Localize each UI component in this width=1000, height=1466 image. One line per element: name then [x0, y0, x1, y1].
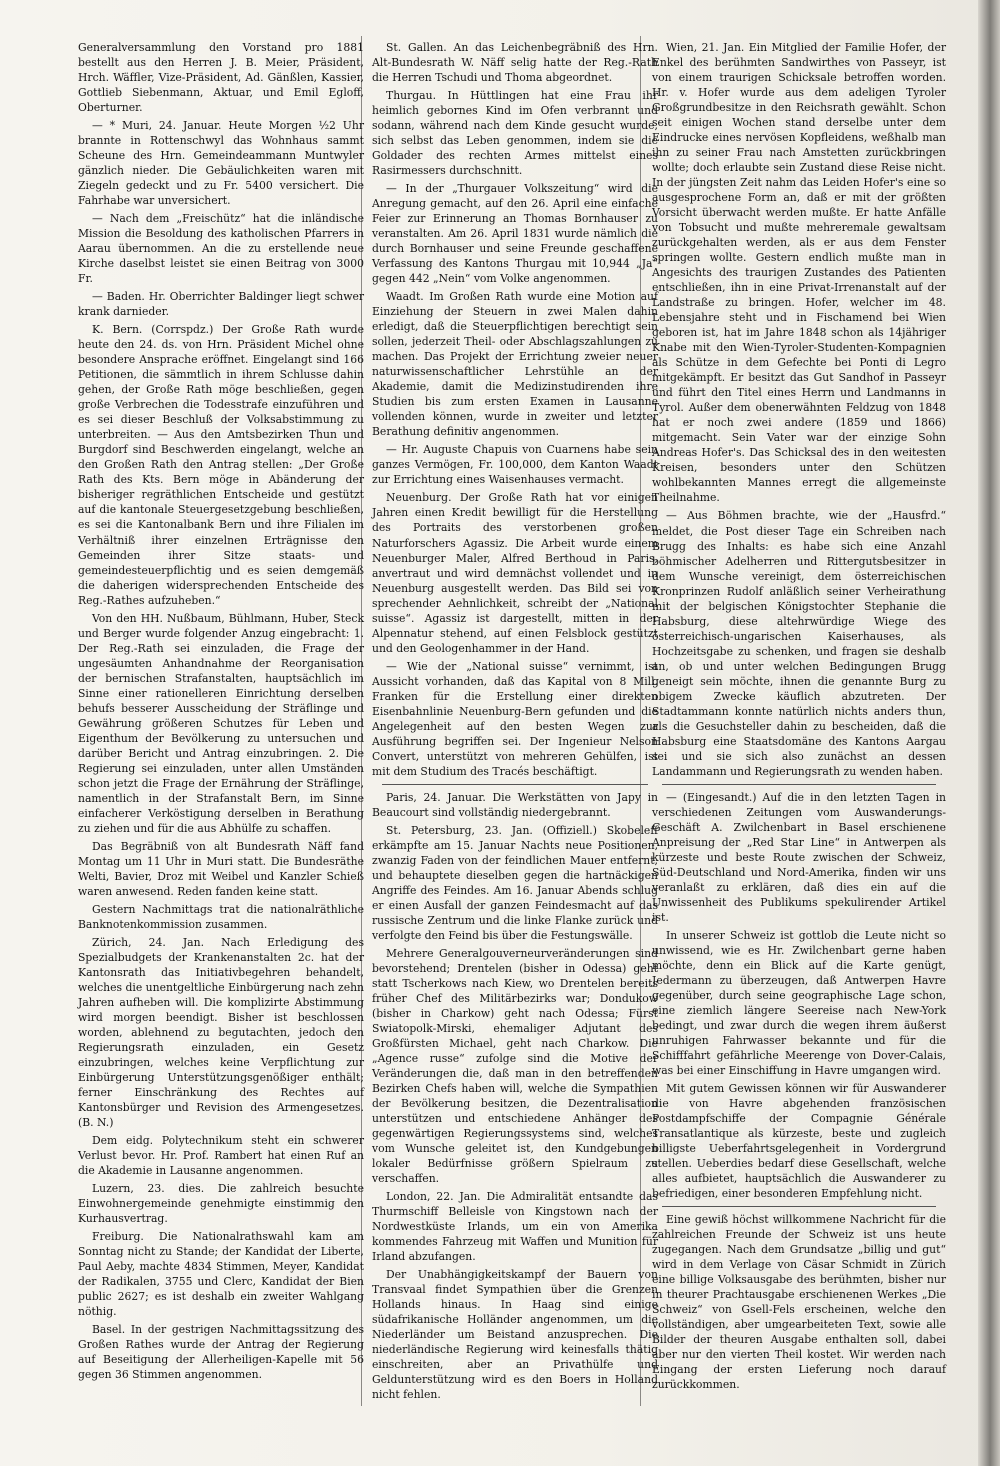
article-paragraph: — * Muri, 24. Januar. Heute Morgen ½2 Uhr brannte in Rottenschwyl das Wohnhaus sammt Scheune des Hrn. Gemeindeammann Muntwyler gänzlich nieder. Die Gebäulichkeiten waren mit Ziegeln gedeckt und zu Fr. 5400 versichert. Die Fahrhabe war unversichert.	[78, 119, 364, 208]
column-2	[372, 40, 658, 1405]
article-paragraph: K. Bern. (Corrspdz.) Der Große Rath wurde heute den 24. ds. von Hrn. Präsident Michel ohne besondere Ansprache eröffnet. Eingelangt sind 166 Petitionen, die sämmtlich in ihrem Schlusse dahin gehen, der Große Rath möge beschließen, gegen große Verbrechen die Todesstrafe einzuführen und es sei dieser Beschluß der Volksabstimmung zu unterbreiten. — Aus den Amtsbezirken Thun und Burgdorf sind Beschwerden eingelangt, welche an den Großen Rath den Antrag stellen: „Der Große Rath des Kts. Bern möge in Abänderung der bisheriger regräthlichen Entscheide und gestützt auf die kantonale Steuergesetzgebung beschließen, es sei die Kantonalbank Bern und ihre Filialen im Verhältniß ihrer einzelnen Erträgnisse den Gemeinden ihrer Sitze staats- und gemeindesteuerpflichtig und es seien demgemäß die daherigen widersprechenden Entscheide des Reg.-Rathes aufzuheben.“	[78, 323, 364, 607]
article-paragraph: Paris, 24. Januar. Die Werkstätten von Japy in Beaucourt sind vollständig niedergebrannt.	[372, 790, 658, 819]
article-paragraph: Thurgau. In Hüttlingen hat eine Frau ihr heimlich gebornes Kind im Ofen verbrannt und sodann, während nach dem Kinde gesucht wurde, sich selbst das Leben genommen, indem sie die Goldader des rechten Armes mittelst eines Rasirmessers durchschnitt.	[372, 89, 658, 178]
article-paragraph: — Hr. Auguste Chapuis von Cuarnens habe sein ganzes Vermögen, Fr. 100,000, dem Kanton Waadt zur Errichtung eines Waisenhauses vermacht.	[372, 443, 658, 487]
article-paragraph: Zürich, 24. Jan. Nach Erledigung des Spezialbudgets der Krankenanstalten 2c. hat der Kantonsrath das Initiativbegehren behandelt, welches die unentgeltliche Einbürgerung nach zehn Jahren aufheben will. Die komplizirte Abstimmung wird morgen beendigt. Bisher ist beschlossen worden, ablehnend zu begutachten, jedoch den Regierungsrath einzuladen, ein Gesetz einzubringen, welches keine Verpflichtung zur Einbürgerung Unterstützungsgenößiger enthält; ferner Einschränkung des Rechtes auf Kantonsbürger und Revision des Armengesetzes. (B. N.)	[78, 935, 364, 1130]
article-paragraph: Mit gutem Gewissen können wir für Auswanderer die von Havre abgehenden französischen Postdampfschiffe der Compagnie Générale Transatlantique als kürzeste, beste und zugleich billigste Ueberfahrtsgelegenheit in Vordergrund stellen. Ueberdies bedarf diese Gesellschaft, welche alles aufbietet, hauptsächlich die Auswanderer zu befriedigen, einer besonderen Empfehlung nicht.	[652, 1082, 946, 1201]
article-paragraph: Der Unabhängigkeitskampf der Bauern von Transvaal findet Sympathien über die Grenzen Hollands hinaus. In Haag sind einige südafrikanische Holländer angenommen, um die Niederländer um Beistand anzusprechen. Die niederländische Regierung wird keinesfalls thätig einschreiten, aber an Privathülfe und Geldunterstützung wird es den Boers in Holland nicht fehlen.	[372, 1268, 658, 1402]
article-paragraph: Von den HH. Nußbaum, Bühlmann, Huber, Steck und Berger wurde folgender Anzug eingebracht: 1. Der Reg.-Rath sei einzuladen, die Frage der ungesäumten Anhandnahme der Reorganisation der bernischen Strafanstalten, hauptsächlich im Sinne einer rationelleren Einrichtung derselben behufs besserer Ausscheidung der Sträflinge und Gewährung größeren Schutzes für Leben und Eigenthum der Bevölkerung zu untersuchen und darüber Bericht und Antrag einzubringen. 2. Die Regierung sei einzuladen, unter allen Umständen schon jetzt die Frage der Ernährung der Sträflinge, namentlich in der Strafanstalt Bern, im Sinne einfacherer Verköstigung derselben in Berathung zu ziehen und für die aus Abhülfe zu schaffen.	[78, 611, 364, 835]
article-paragraph: Generalversammlung den Vorstand pro 1881 bestellt aus den Herren J. B. Meier, Präsident, Hrch. Wäffler, Vize-Präsident, Ad. Gänßlen, Kassier, Gottlieb Siebenmann, Aktuar, und Emil Egloff, Oberturner.	[78, 41, 364, 115]
article-paragraph: Dem eidg. Polytechnikum steht ein schwerer Verlust bevor. Hr. Prof. Rambert hat einen Ruf an die Akademie in Lausanne angenommen.	[78, 1134, 364, 1178]
column-1	[78, 40, 364, 1385]
article-paragraph: St. Gallen. An das Leichenbegräbniß des Hrn. Alt-Bundesrath W. Näff selig hatte der Reg.-Rath die Herren Tschudi und Thoma abgeordnet.	[372, 41, 658, 85]
article-paragraph: Eine gewiß höchst willkommene Nachricht für die zahlreichen Freunde der Schweiz ist uns heute zugegangen. Nach dem Grundsatze „billig und gut“ wird in dem Verlage von Cäsar Schmidt in Zürich eine billige Volksausgabe des berühmten, bisher nur in theurer Prachtausgabe erschienenen Werkes „Die Schweiz“ von Gsell-Fels erscheinen, welche den vollständigen, aber umgearbeiteten Text, sowie alle Bilder der theuren Ausgabe enthalten soll, dabei aber nur den vierten Theil kostet. Wir werden nach Eingang der ersten Lieferung noch darauf zurückkommen.	[652, 1213, 946, 1392]
article-paragraph: Gestern Nachmittags trat die nationalräthliche Banknotenkommission zusammen.	[78, 902, 364, 931]
column-3	[652, 40, 946, 1395]
article-paragraph: Mehrere Generalgouverneurveränderungen sind bevorstehend; Drentelen (bisher in Odessa) geht statt Tscherkows nach Kiew, wo Drentelen bereits früher Chef des Militärbezirks war; Dondukow (bisher in Charkow) geht nach Odessa; Fürst Swiatopolk-Mirski, ehemaliger Adjutant des Großfürsten Michael, geht nach Charkow. Die „Agence russe“ zufolge sind die Motive der Veränderungen die, daß man in den betreffenden Bezirken Chefs haben will, welche die Sympathien der Bevölkerung besitzen, die Dezentralisation unterstützen und entschiedene Anhänger des gegenwärtigen Regierungssystems sind, welches vom Wunsche geleitet ist, den Kundgebungen lokaler Bedürfnisse größern Spielraum zu verschaffen.	[372, 946, 658, 1186]
article-paragraph: — (Eingesandt.) Auf die in den letzten Tagen in verschiedenen Zeitungen vom Auswanderungs-Geschäft A. Zwilchenbart in Basel erschienene Anpreisung der „Red Star Line“ in Antwerpen als kürzeste und beste Route zwischen der Schweiz, Süd-Deutschland und Nord-Amerika, finden wir uns veranlaßt zu erklären, daß dies ein auf die Unwissenheit des Publikums spekulirender Artikel ist.	[652, 790, 946, 924]
article-separator	[662, 784, 936, 785]
article-paragraph: Freiburg. Die Nationalrathswahl kam am Sonntag nicht zu Stande; der Kandidat der Liberte, Paul Aeby, machte 4834 Stimmen, Meyer, Kandidat der Radikalen, 3755 und Clerc, Kandidat der Bien public 2627; es ist deshalb ein zweiter Wahlgang nöthig.	[78, 1230, 364, 1319]
article-paragraph: — Baden. Hr. Oberrichter Baldinger liegt schwer krank darnieder.	[78, 290, 364, 319]
article-separator	[662, 1206, 936, 1207]
article-paragraph: In unserer Schweiz ist gottlob die Leute nicht so unwissend, wie es Hr. Zwilchenbart gerne haben möchte, denn ein Blick auf die Karte genügt, Jedermann zu überzeugen, daß Antwerpen Havre gegenüber, durch seine geographische Lage schon, eine ziemlich längere Seereise nach New-York bedingt, und zwar durch die wegen ihrem äußerst unruhigen Fahrwasser bekannte und für die Schifffahrt gefährliche Meerenge von Dover-Calais, was bei einer Einschiffung in Havre umgangen wird.	[652, 928, 946, 1078]
article-paragraph: Waadt. Im Großen Rath wurde eine Motion auf Einziehung der Steuern in zwei Malen dahin erledigt, daß die Steuerpflichtigen berechtigt sein sollen, jederzeit Theil- oder Abschlagszahlungen zu machen. Das Projekt der Errichtung zweier neuer naturwissenschaftlicher Lehrstühle an der Akademie, damit die Medizinstudirenden ihre Studien bis zum ersten Examen in Lausanne vollenden können, wurde in zweiter und letzter Berathung definitiv angenommen.	[372, 290, 658, 439]
article-paragraph: Wien, 21. Jan. Ein Mitglied der Familie Hofer, der Enkel des berühmten Sandwirthes von Passeyr, ist von einem traurigen Schicksale betroffen worden. Hr. v. Hofer wurde aus dem adeligen Tyroler Großgrundbesitze in den Reichsrath gewählt. Schon seit einigen Wochen stand derselbe unter dem Eindrucke eines nervösen Kopfleidens, weßhalb man ihn zu seiner Frau nach Amstetten zurückbringen wollte; doch erlaubte sein Zustand diese Reise nicht. In der jüngsten Zeit nahm das Leiden Hofer's eine so ausgesprochene Form an, daß er mit der größten Vorsicht überwacht werden mußte. Er hatte Anfälle von Tobsucht und mußte mehreremale gewaltsam zurückgehalten werden, als er aus dem Fenster springen wollte. Gestern endlich mußte man in Angesichts des traurigen Zustandes des Patienten entschließen, ihn in eine Privat-Irrenanstalt auf der Landstraße zu bringen. Hofer, welcher im 48. Lebensjahre steht und in Fischamend bei Wien geboren ist, hat im Jahre 1848 schon als 14jähriger Knabe mit den Wien-Tyroler-Studenten-Kompagnien als Schütze in dem Gefechte bei Ponti di Legro mitgekämpft. Er besitzt das Gut Sandhof in Passeyr und führt den Titel eines Herrn und Landmanns in Tyrol. Außer dem obenerwähnten Feldzug von 1848 hat er noch zwei andere (1859 und 1866) mitgemacht. Sein Vater war der einzige Sohn Andreas Hofer's. Das Schicksal des in den weitesten Kreisen, besonders unter den Schützen wohlbekannten Mannes erregt die allgemeinste Theilnahme.	[652, 41, 946, 505]
article-paragraph: London, 22. Jan. Die Admiralität entsandte das Thurmschiff Belleisle von Kingstown nach der Nordwestküste Irlands, um ein von Amerika kommendes Fahrzeug mit Waffen und Munition für Irland abzufangen.	[372, 1190, 658, 1264]
article-paragraph: Neuenburg. Der Große Rath hat vor einigen Jahren einen Kredit bewilligt für die Herstellung des Portraits des verstorbenen großen Naturforschers Agassiz. Die Arbeit wurde einem Neuenburger Maler, Alfred Berthoud in Paris, anvertraut und wird demnächst vollendet und in Neuenburg ausgestellt werden. Das Bild sei von sprechender Aehnlichkeit, schreibt der „National suisse“. Agassiz ist dargestellt, mitten in der Alpennatur stehend, auf einen Felsblock gestützt und den Geologenhammer in der Hand.	[372, 491, 658, 655]
article-paragraph: Das Begräbniß von alt Bundesrath Näff fand Montag um 11 Uhr in Muri statt. Die Bundesräthe Welti, Bavier, Droz mit Weibel und Kanzler Schieß waren anwesend. Reden fanden keine statt.	[78, 839, 364, 898]
article-paragraph: St. Petersburg, 23. Jan. (Offiziell.) Skobeleff erkämpfte am 15. Januar Nachts neue Positionen, zwanzig Faden von der feindlichen Mauer entfernt, und behauptete dieselben gegen die hartnäckigen Angriffe des Feindes. Am 16. Januar Abends schlug er einen Ausfall der ganzen Feindesmacht auf das russische Zentrum und die linke Flanke zurück und verfolgte den Feind bis über die Festungswälle.	[372, 823, 658, 942]
article-separator	[382, 784, 648, 785]
page-edge-shadow	[978, 0, 1000, 1466]
article-paragraph: — Nach dem „Freischütz“ hat die inländische Mission die Besoldung des katholischen Pfarrers in Aarau übernommen. An die zu erstellende neue Kirche daselbst leistet sie einen Beitrag von 3000 Fr.	[78, 212, 364, 286]
article-paragraph: Luzern, 23. dies. Die zahlreich besuchte Einwohnergemeinde genehmigte einstimmig den Kurhausvertrag.	[78, 1182, 364, 1226]
article-paragraph: Basel. In der gestrigen Nachmittagssitzung des Großen Rathes wurde der Antrag der Regierung auf Beseitigung der Allerheiligen-Kapelle mit 56 gegen 36 Stimmen angenommen.	[78, 1323, 364, 1382]
article-paragraph: — In der „Thurgauer Volkszeitung“ wird die Anregung gemacht, auf den 26. April eine einfache Feier zur Erinnerung an Thomas Bornhauser zu veranstalten. Am 26. April 1831 wurde nämlich die durch Bornhauser und seine Freunde geschaffene Verfassung des Kantons Thurgau mit 10,944 „Ja“ gegen 442 „Nein“ vom Volke angenommen.	[372, 182, 658, 286]
article-paragraph: — Wie der „National suisse“ vernimmt, ist Aussicht vorhanden, daß das Kapital von 8 Mill. Franken für die Erstellung einer direkten Eisenbahnlinie Neuenburg-Bern gefunden und die Angelegenheit auf den besten Wegen zur Ausführung begriffen sei. Der Ingenieur Nelson Convert, unterstützt von mehreren Gehülfen, ist mit dem Studium des Tracés beschäftigt.	[372, 659, 658, 778]
article-paragraph: — Aus Böhmen brachte, wie der „Hausfrd.“ meldet, die Post dieser Tage ein Schreiben nach Brugg des Inhalts: es habe sich eine Anzahl böhmischer Adelherren und Rittergutsbesitzer in dem Wunsche vereinigt, dem österreichischen Kronprinzen Rudolf anläßlich seiner Verheirathung mit der belgischen Königstochter Stephanie die Habsburg, diese altehrwürdige Wiege des österreichisch-ungarischen Kaiserhauses, als Hochzeitsgabe zu schenken, und fragen sie deshalb an, ob und unter welchen Bedingungen Brugg geneigt sein möchte, ihnen die genannte Burg zu obigem Zwecke käuflich abzutreten. Der Stadtammann konnte natürlich nichts anders thun, als die Gesuchsteller dahin zu bescheiden, daß die Habsburg eine Staatsdomäne des Kantons Aargau sei und sie sich also zunächst an dessen Landammann und Regierungsrath zu wenden haben.	[652, 509, 946, 778]
